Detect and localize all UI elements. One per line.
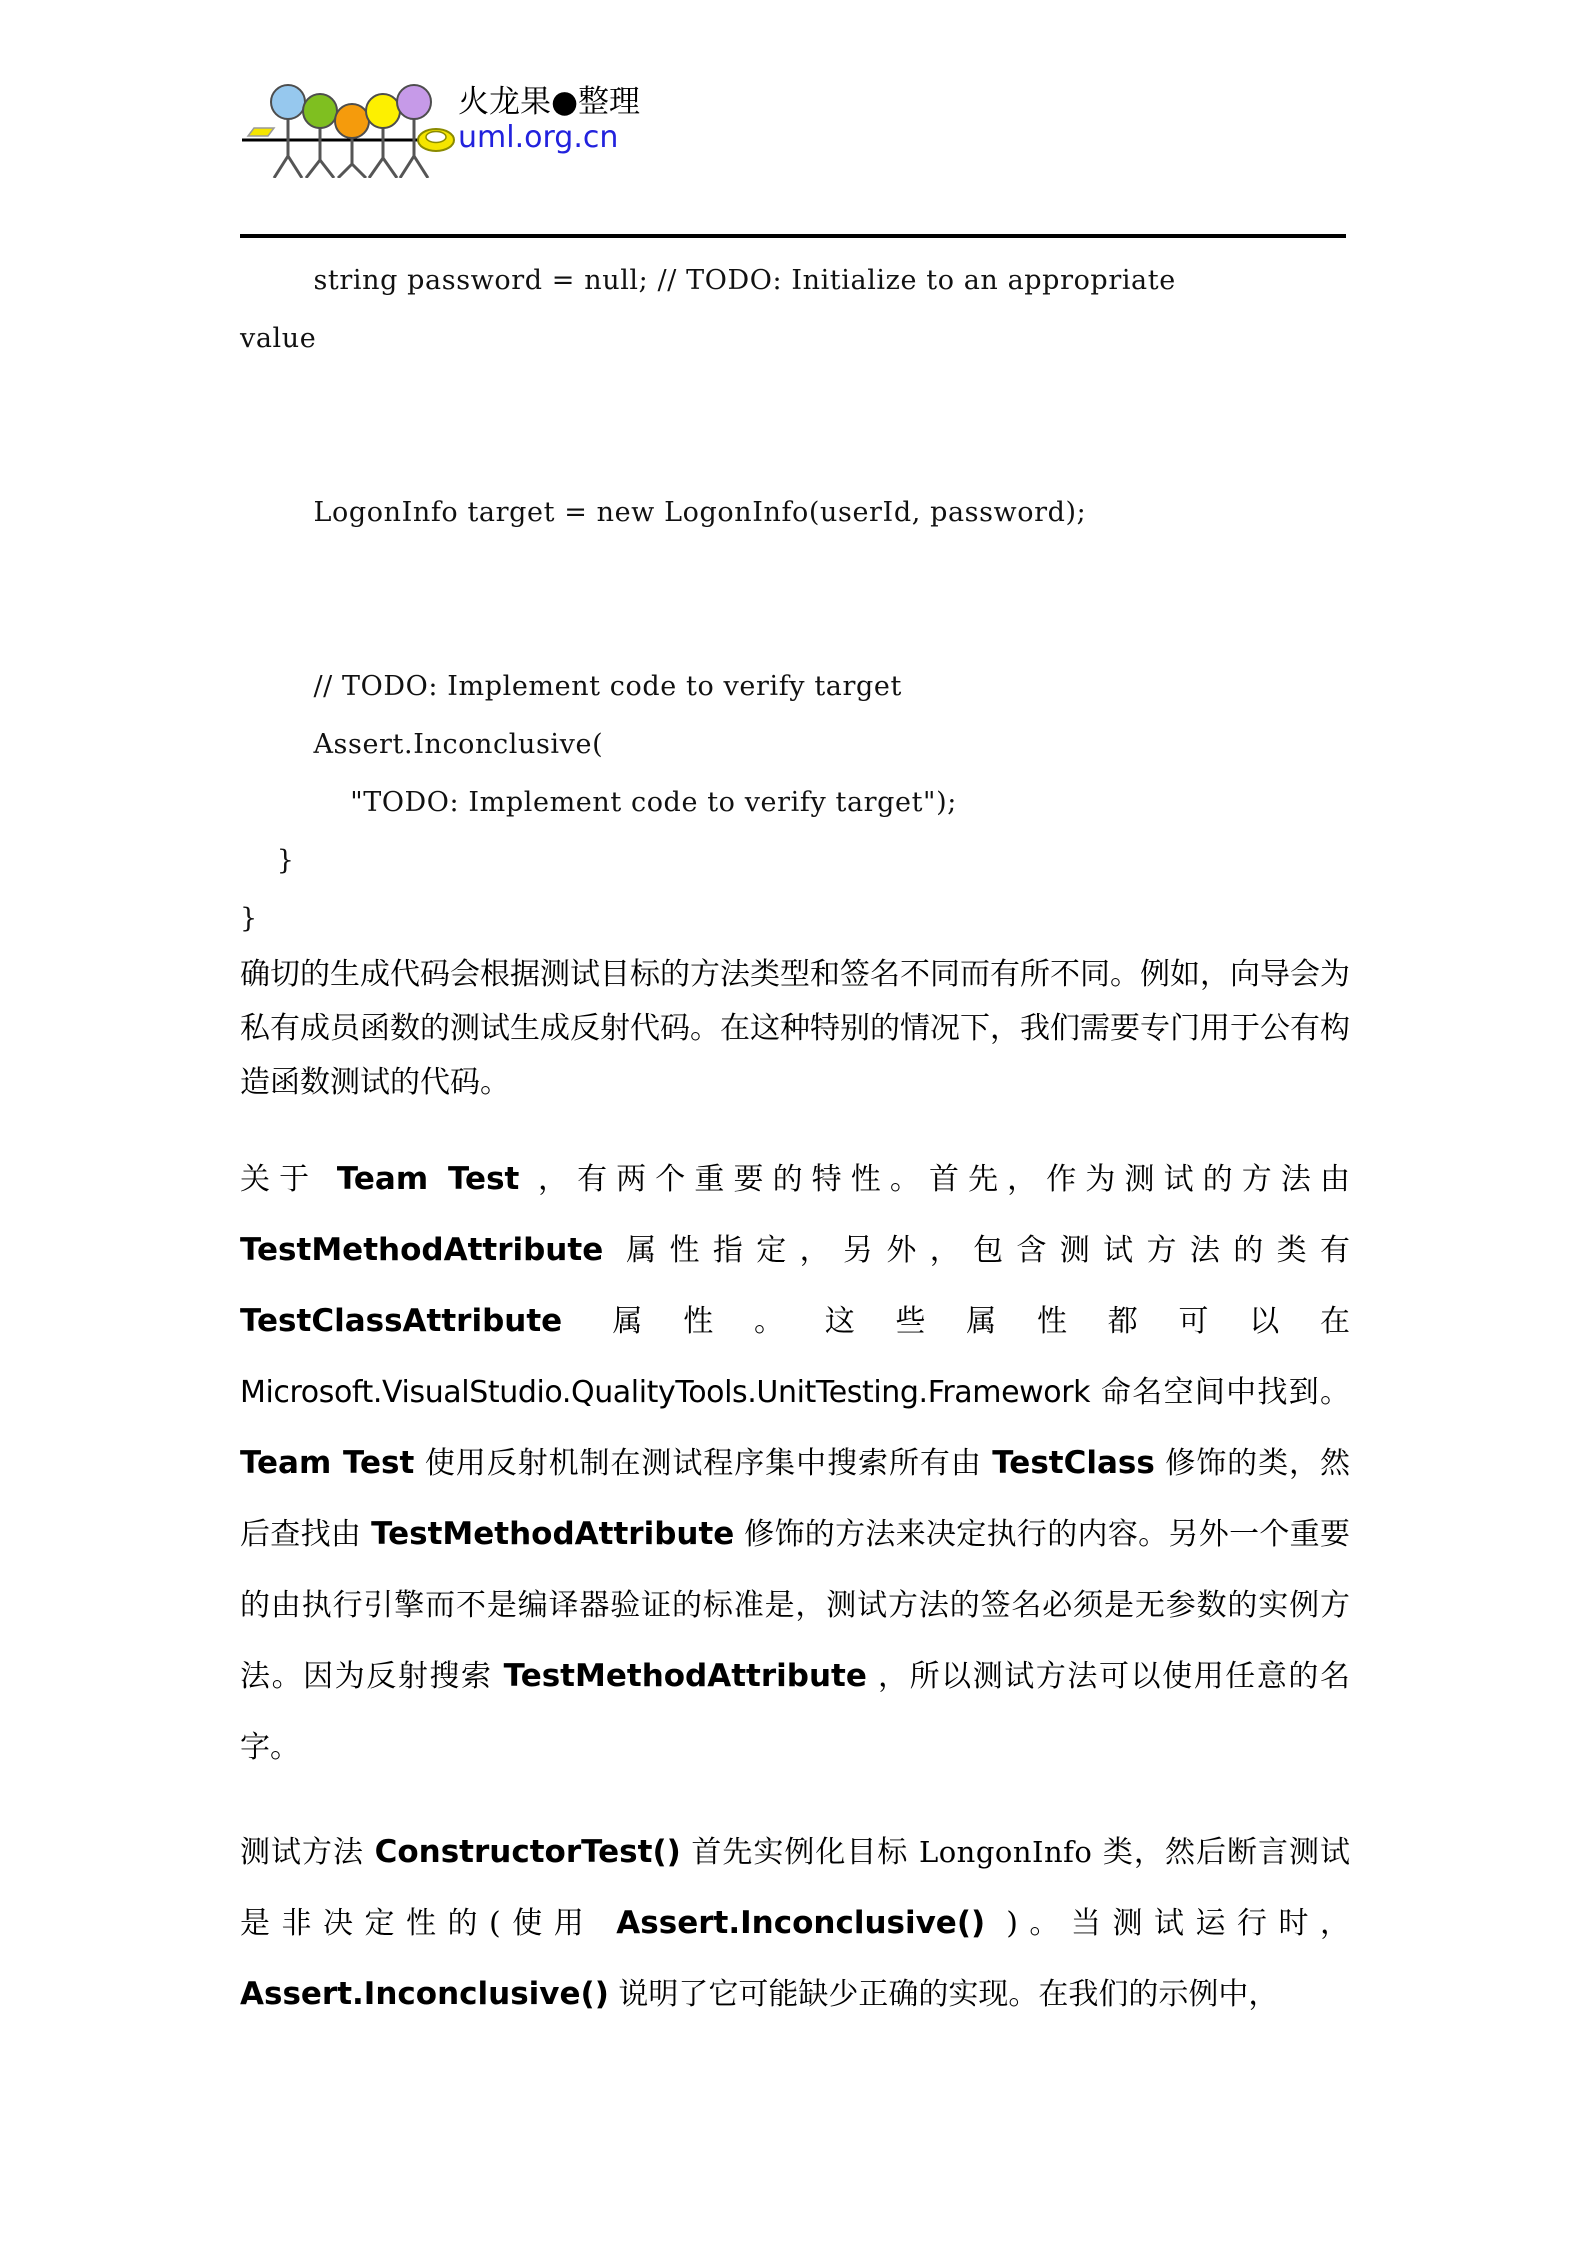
code-line xyxy=(240,252,1350,310)
code-blank-line xyxy=(240,600,1350,658)
yellow-slab-icon xyxy=(248,128,274,136)
code-line xyxy=(240,716,1350,774)
paragraph-team-test xyxy=(240,1144,1350,1783)
code-block xyxy=(240,252,1350,948)
text-run: 首先实例化目标 xyxy=(691,1835,909,1870)
text-run: 命名空间中找到。 xyxy=(1101,1375,1350,1410)
code-blank-line xyxy=(240,368,1350,426)
code-line xyxy=(240,890,1350,948)
term-constructortest: ConstructorTest() xyxy=(374,1834,681,1870)
code-line xyxy=(240,832,1350,890)
text-run: 修饰的方法来决定执行的内容。另外一个重要的由执行引擎而不是编译器验证的标准是，测试方法的签名必须是无参数的实例方法。因为反射搜索 xyxy=(240,1517,1350,1694)
text-run: 属性。这些属性都可以在 xyxy=(612,1304,1350,1339)
term-team-test-2: Team Test xyxy=(240,1445,415,1481)
text-run: ，所以测试方法可以使用任意的名字。 xyxy=(240,1659,1350,1765)
code-line-text: } xyxy=(240,845,295,876)
term-team-test: Team Test xyxy=(336,1161,520,1197)
term-testmethodattribute: TestMethodAttribute xyxy=(240,1232,604,1268)
page-header xyxy=(240,78,1350,188)
code-line-text: string password = null; // TODO: Initialize to an appropriate xyxy=(240,265,1176,296)
code-blank-line xyxy=(240,426,1350,484)
term-testmethodattribute-2: TestMethodAttribute xyxy=(371,1516,735,1552)
text-run: 说明了它可能缺少正确的实现。在我们的示例中， xyxy=(618,1977,1279,2012)
code-line-text: "TODO: Implement code to verify target"); xyxy=(240,787,957,818)
logo-brand-name: 火龙果●整理 xyxy=(458,84,641,120)
paragraph-text: 确切的生成代码会根据测试目标的方法类型和签名不同而有所不同。例如，向导会为私有成员函数的测试生成反射代码。在这种特别的情况下，我们需要专门用于公有构造函数测试的代码。 xyxy=(240,957,1350,1100)
text-run: 关于 xyxy=(240,1162,319,1197)
code-line xyxy=(240,774,1350,832)
code-blank-line xyxy=(240,542,1350,600)
text-run: 测试方法 xyxy=(240,1835,365,1870)
text-run: ，有两个重要的特性。首先，作为测试的方法由 xyxy=(537,1162,1350,1197)
code-line-text: } xyxy=(240,903,258,934)
code-line xyxy=(240,658,1350,716)
paragraph-constructor-test xyxy=(240,1817,1350,2030)
term-assert-inconclusive: Assert.Inconclusive() xyxy=(616,1905,986,1941)
document-content xyxy=(240,252,1350,2030)
text-run: 修饰的类，然后查找由 xyxy=(240,1446,1350,1552)
logo-website-url: uml.org.cn xyxy=(458,120,619,155)
term-namespace: Microsoft.VisualStudio.QualityTools.UnitTesting.Framework xyxy=(240,1375,1091,1410)
text-run: 使用反射机制在测试程序集中搜索所有由 xyxy=(424,1446,982,1481)
term-testclass: TestClass xyxy=(992,1445,1155,1481)
text-run: )。当测试运行时， xyxy=(1006,1906,1350,1941)
yellow-ring-icon xyxy=(418,129,454,151)
text-run: 属性指定，另外，包含测试方法的类有 xyxy=(626,1233,1350,1268)
text-run: 类，然后断言测试是非决定性的(使用 xyxy=(240,1835,1350,1941)
term-assert-inconclusive-2: Assert.Inconclusive() xyxy=(240,1976,609,2012)
term-longoninfo: LongonInfo xyxy=(918,1835,1093,1869)
code-line xyxy=(240,484,1350,542)
code-line-text: // TODO: Implement code to verify target xyxy=(240,671,902,702)
code-line xyxy=(240,310,1350,368)
code-line-text: value xyxy=(240,323,317,354)
code-line-text: Assert.Inconclusive( xyxy=(240,729,604,760)
uml-logo-icon xyxy=(240,78,455,178)
term-testclassattribute: TestClassAttribute xyxy=(240,1303,563,1339)
paragraph-generated-code xyxy=(240,948,1350,1110)
term-testmethodattribute-3: TestMethodAttribute xyxy=(503,1658,867,1694)
header-divider xyxy=(240,234,1346,238)
logo-text-block xyxy=(458,84,778,155)
code-line-text: LogonInfo target = new LogonInfo(userId, password); xyxy=(240,497,1087,528)
